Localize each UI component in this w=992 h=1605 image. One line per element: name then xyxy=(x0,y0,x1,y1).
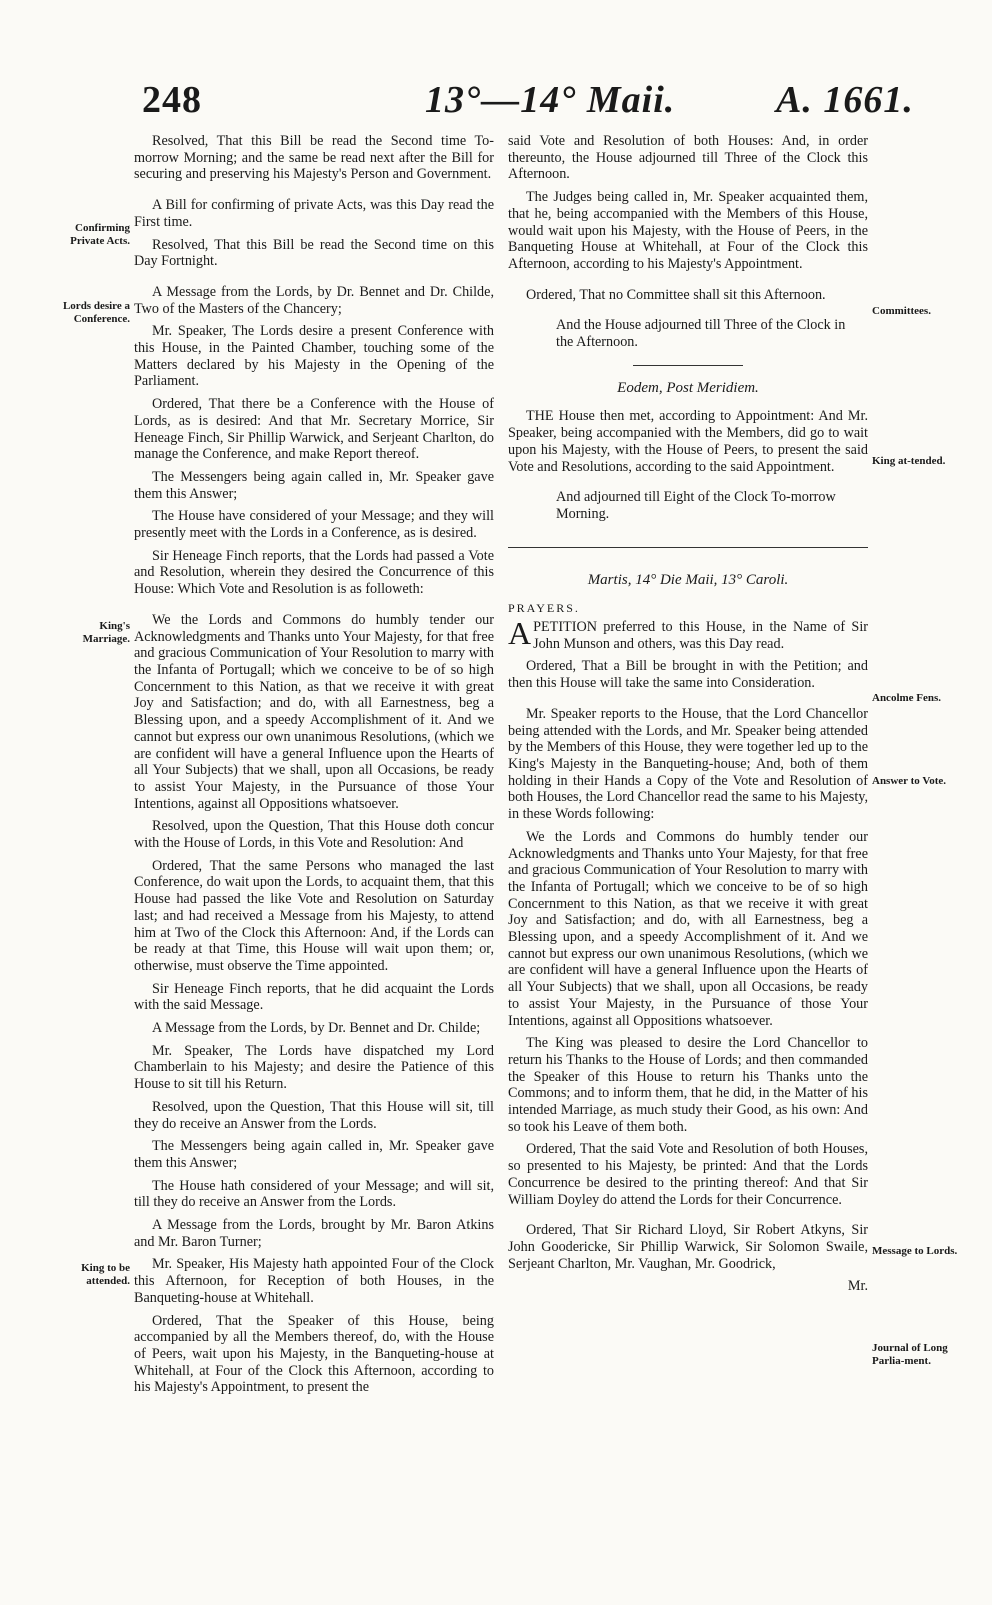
paragraph: The Messengers being again called in, Mr. Speaker gave them this Answer; xyxy=(134,1138,494,1171)
day-heading: Martis, 14° Die Maii, 13° Caroli. xyxy=(587,571,789,588)
paragraph: A Bill for confirming of private Acts, was this Day read the First time. xyxy=(134,197,494,230)
left-column xyxy=(134,133,494,1402)
paragraph: The Judges being called in, Mr. Speaker acquainted them, that he, being accompanied with the Members of this House, would wait upon his Majesty, with the House of Peers, in the Banqueting House at Whitehall, at Four of the Clock this Afternoon, according to his Majesty's Appointment. xyxy=(508,189,868,272)
paragraph: Ordered, That Sir Richard Lloyd, Sir Robert Atkyns, Sir John Goodericke, Sir Phillip Warwick, Sir Solomon Swaile, Serjeant Charlton, Mr. Vaughan, Mr. Goodrick, xyxy=(508,1222,868,1272)
catchword: Mr. xyxy=(847,1278,868,1295)
paragraph: Sir Heneage Finch reports, that the Lords had passed a Vote and Resolution, wherein they desired the Concurrence of this House: Which Vote and Resolution is as followeth: xyxy=(134,547,494,598)
paragraph: We the Lords and Commons do humbly tender our Acknowledgments and Thanks unto Your Majesty, for that free and gracious Communication of Your Resolution to marry with the Infanta of Portugall; which we conceive to be of so high Concernment to this Nation, as that we receive it with great Joy and Satisfaction; and do, with all Earnestness, beg a Blessing upon, and a speedy Accomplishment of it. And we cannot but express our own unanimous Resolutions, (which we are confident will have a general Influence upon the Hearts of all Your Subjects) that we shall, upon all Occasions, be ready to assist Your Majesty, in the Pursuance of those Your Intentions, against all Oppositions whatsoever. xyxy=(508,828,868,1029)
paragraph: Mr. Speaker reports to the House, that the Lord Chancellor being attended with the Lords, and Mr. Speaker being attended by the Members of this House, they were together led up to the King's Majesty in the Banqueting-house; And, both of them holding in their Hands a Copy of the Vote and Resolution of both Houses, the Lord Chancellor read the same to his Majesty, in these Words following: xyxy=(508,705,868,823)
paragraph: Mr. Speaker, The Lords have dispatched my Lord Chamberlain to his Majesty; and desire the Patience of this House to sit till his Return. xyxy=(134,1042,494,1093)
paragraph: A Message from the Lords, by Dr. Bennet and Dr. Childe, Two of the Masters of the Chancery; xyxy=(134,283,494,317)
section-divider xyxy=(508,547,868,548)
margin-note-king-attended-right: King at-tended. xyxy=(872,455,946,467)
paragraph: And adjourned till Eight of the Clock To-morrow Morning. xyxy=(556,489,836,522)
paragraph: Ordered, That no Committee shall sit this Afternoon. xyxy=(526,286,826,303)
margin-note-kings-marriage: King's Marriage. xyxy=(82,620,130,645)
margin-note-king-attended: King to be attended. xyxy=(81,1262,130,1287)
page-number: 248 xyxy=(142,79,202,121)
paragraph: A Message from the Lords, by Dr. Bennet and Dr. Childe; xyxy=(152,1020,481,1037)
paragraph: The Messengers being again called in, Mr. Speaker gave them this Answer; xyxy=(134,468,494,502)
paragraph: Mr. Speaker, His Majesty hath appointed Four of the Clock this Afternoon, for Reception of both Houses, in the Banqueting-house at Whitehall. xyxy=(134,1256,494,1306)
paragraph: Resolved, That this Bill be read the Second time on this Day Fortnight. xyxy=(134,236,494,270)
paragraph: Resolved, upon the Question, That this House will sit, till they do receive an Answer from the Lords. xyxy=(134,1098,494,1132)
page-date-heading: 13°—14° Maii. xyxy=(425,79,676,121)
margin-note-message-lords: Message to Lords. xyxy=(872,1245,958,1257)
section-divider xyxy=(633,365,743,366)
paragraph: The House have considered of your Message; and they will presently meet with the Lords in a Conference, as is desired. xyxy=(134,508,494,542)
paragraph: Mr. Speaker, The Lords desire a present Conference with this House, in the Painted Chamber, touching some of the Matters declared by his Majesty in the Opening of the Parliament. xyxy=(134,323,494,390)
margin-note-lords-conference: Lords desire a Conference. xyxy=(62,300,130,325)
paragraph: Ordered, That the said Vote and Resolution of both Houses, so presented to his Majesty, be printed: And that the Lords Concurrence be desired to the printing thereof: And that Sir William Doyley do attend the Lords for their Concurrence. xyxy=(508,1141,868,1208)
margin-note-confirming-acts: Confirming Private Acts. xyxy=(70,222,130,247)
prayers-label: PRAYERS. xyxy=(508,601,580,616)
paragraph: Ordered, That the Speaker of this House, being accompanied by all the Members thereof, do, with the House of Peers, wait upon his Majesty, in the Banqueting-house at Whitehall, at Four of the Clock this Afternoon, according to his Majesty's Appointment, to present the xyxy=(134,1312,494,1396)
margin-note-answer-vote: Answer to Vote. xyxy=(872,775,947,787)
paragraph: Ordered, That a Bill be brought in with the Petition; and then this House will take the same into Consideration. xyxy=(508,658,868,692)
paragraph: The King was pleased to desire the Lord Chancellor to return his Thanks to the House of Lords; and then commanded the Speaker of this House to return his Thanks unto the Commons; and to inform them, that he did, in the Matter of his intended Marriage, as much study their Good, as his own: And so took his Leave of them both. xyxy=(508,1035,868,1135)
paragraph: Ordered, That there be a Conference with the House of Lords, as is desired: And that Mr. Secretary Morrice, Sir Heneage Finch, Sir Phillip Warwick, and Serjeant Charlton, do manage the Conference, and make Report thereof. xyxy=(134,396,494,463)
paragraph: THE House then met, according to Appointment: And Mr. Speaker, being accompanied with the Members, did go to wait upon his Majesty, with the House of Peers, to present the said Vote and Resolutions, according to the said Appointment. xyxy=(508,408,868,475)
margin-note-ancolme-fens: Ancolme Fens. xyxy=(872,692,942,704)
paragraph: The House hath considered of your Message; and will sit, till they do receive an Answer from the Lords. xyxy=(134,1177,494,1211)
paragraph: And the House adjourned till Three of the Clock in the Afternoon. xyxy=(556,317,846,351)
section-heading: Eodem, Post Meridiem. xyxy=(617,379,759,396)
right-column xyxy=(508,133,868,1301)
paragraph: We the Lords and Commons do humbly tender our Acknowledgments and Thanks unto Your Majesty, for that free and gracious Communication of Your Resolution to marry with the Infanta of Portugall; which we conceive to be of so high Concernment to this Nation, as that we receive it with great Joy and Satisfaction; and do, with all Earnestness, beg a Blessing upon, and a speedy Accomplishment of it. And we cannot but express our own unanimous Resolutions, (which we are confident will have a general Influence upon the Hearts of all Your Subjects) that we shall, upon all Occasions, be ready to assist Your Majesty, in the Pursuance of those Your Intentions, against all Oppositions whatsoever. xyxy=(134,611,494,812)
paragraph: Sir Heneage Finch reports, that he did acquaint the Lords with the said Message. xyxy=(134,980,494,1014)
paragraph: APETITION preferred to this House, in the Name of Sir John Munson and others, was this Day read. xyxy=(508,615,868,652)
paragraph: said Vote and Resolution of both Houses: And, in order thereunto, the House adjourned till Three of the Clock this Afternoon. xyxy=(508,133,868,183)
paragraph: Resolved, That this Bill be read the Second time To-morrow Morning; and the same be read next after the Bill for securing and preserving his Majesty's Person and Government. xyxy=(134,133,494,183)
page-year: A. 1661. xyxy=(776,79,914,121)
margin-note-committees: Committees. xyxy=(872,305,931,317)
paragraph: Resolved, upon the Question, That this House doth concur with the House of Lords, in this Vote and Resolution: And xyxy=(134,818,494,852)
paragraph: Ordered, That the same Persons who managed the last Conference, do wait upon the Lords, to acquaint them, that this House had passed the like Vote and Resolution on Saturday last; and had received a Message from his Majesty, to attend him at Two of the Clock this Afternoon: And, if the Lords can be ready at that Time, this House will wait upon them; or, otherwise, must observe the Time appointed. xyxy=(134,857,494,974)
margin-note-journal: Journal of Long Parlia-ment. xyxy=(872,1342,948,1367)
paragraph: A Message from the Lords, brought by Mr. Baron Atkins and Mr. Baron Turner; xyxy=(134,1217,494,1250)
